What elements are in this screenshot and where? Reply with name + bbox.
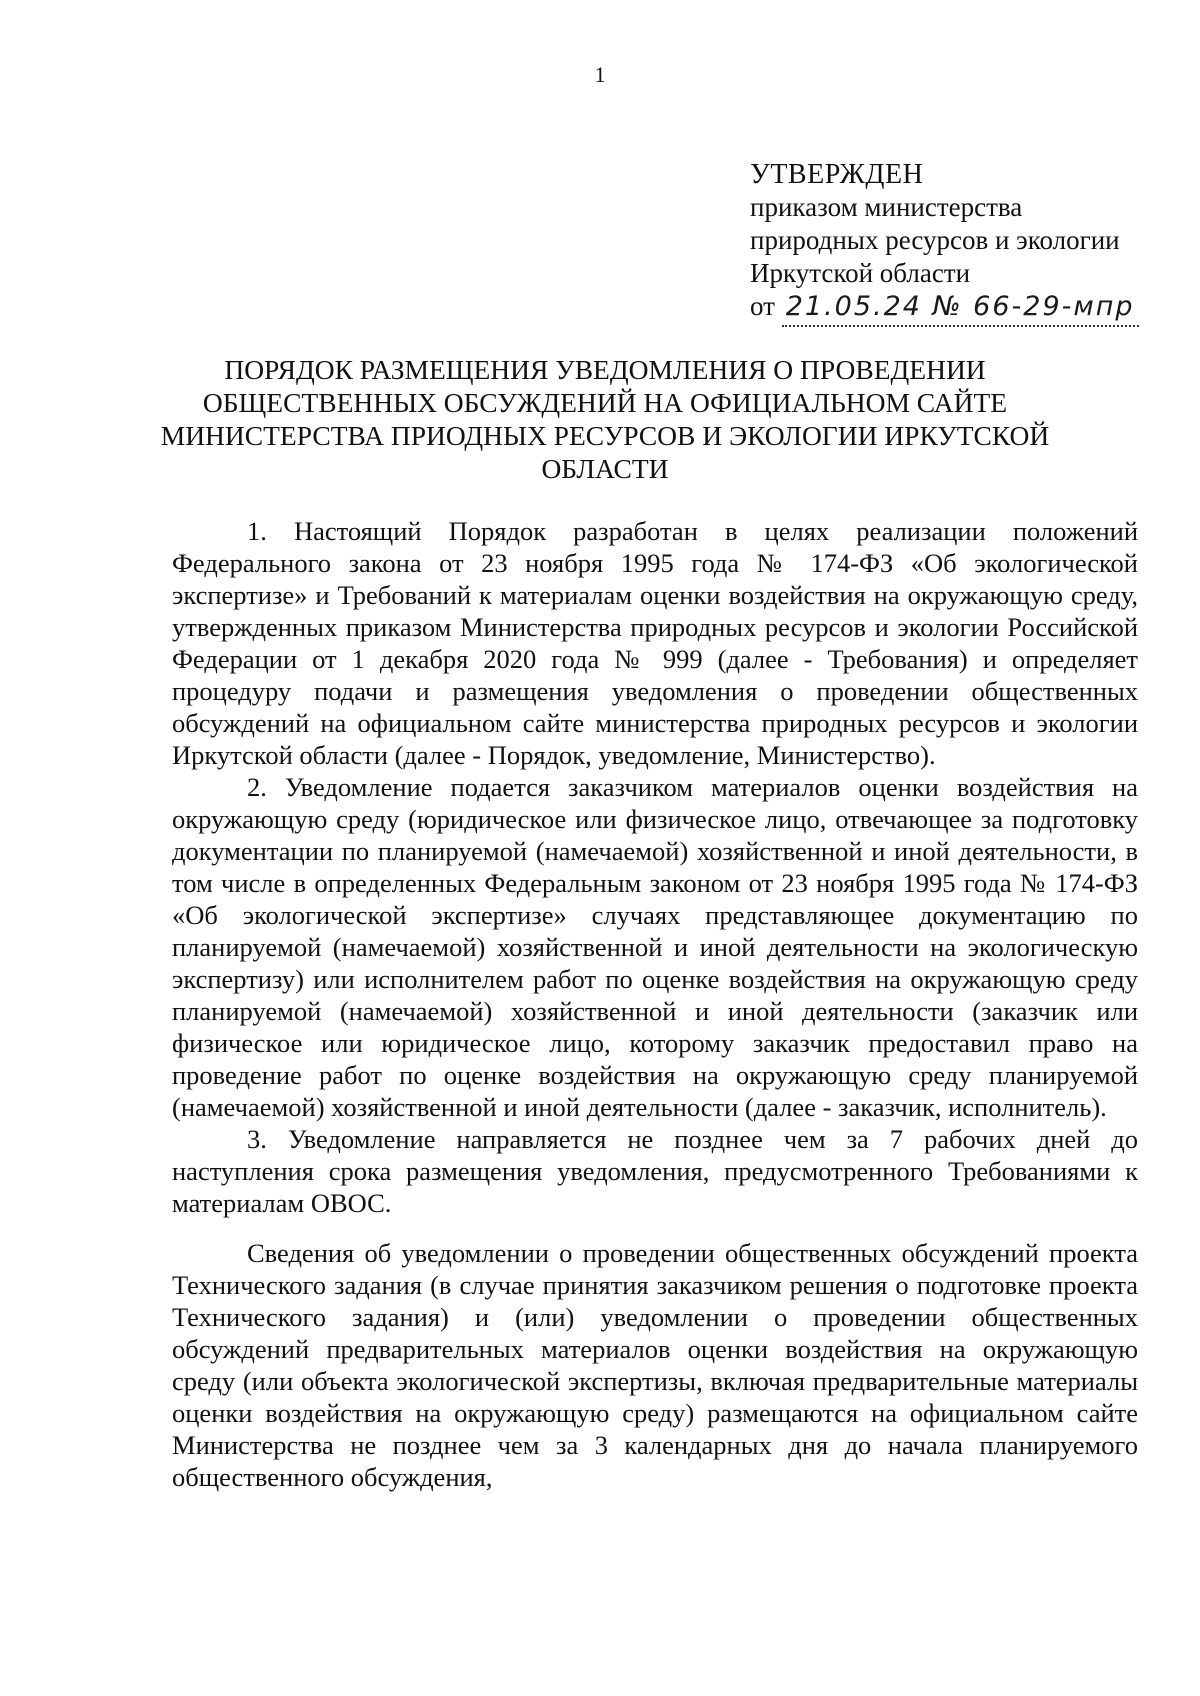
page-number: 1 xyxy=(594,62,606,87)
paragraph-2: 2. Уведомление подается заказчиком материалов оценки воздействия на окружающую среду (юридическое или физическое лицо, отвечающее за подготовку документации по планируемой (намечаемой) хозяйственной и иной деятельности, в том числе в определенных Федеральным законом от 23 ноября 1995 года № 174-ФЗ «Об экологической экспертизе» случаях представляющее документацию по планируемой (намечаемой) хозяйственной и иной деятельности на экологическую экспертизу) или исполнителем работ по оценке воздействия на окружающую среду планируемой (намечаемой) хозяйственной и иной деятельности (заказчик или физическое или юридическое лицо, которому заказчик предоставил право на проведение работ по оценке воздействия на окружающую среду планируемой (намечаемой) хозяйственной и иной деятельности (далее - заказчик, исполнитель). xyxy=(172,772,1138,1122)
approval-heading: УТВЕРЖДЕН xyxy=(750,159,924,190)
approval-date-line xyxy=(750,290,1139,327)
document-title: ПОРЯДОК РАЗМЕЩЕНИЯ УВЕДОМЛЕНИЯ О ПРОВЕДЕНИИ ОБЩЕСТВЕННЫХ ОБСУЖДЕНИЙ НА ОФИЦИАЛЬНОМ САЙТЕ МИНИСТЕРСТВА ПРИОДНЫХ РЕСУРСОВ И ЭКОЛОГИИ ИРКУТСКОЙ ОБЛАСТИ xyxy=(160,354,1050,484)
approval-line: природных ресурсов и экологии xyxy=(750,225,1120,255)
paragraph-1: 1. Настоящий Порядок разработан в целях реализации положений Федерального закона от 23 ноября 1995 года № 174-ФЗ «Об экологической экспертизе» и Требований к материалам оценки воздействия на окружающую среду, утвержденных приказом Министерства природных ресурсов и экологии Российской Федерации от 1 декабря 2020 года № 999 (далее - Требования) и определяет процедуру подачи и размещения уведомления о проведении общественных обсуждений на официальном сайте министерства природных ресурсов и экологии Иркутской области (далее - Порядок, уведомление, Министерство). xyxy=(172,516,1138,770)
paragraph-3: 3. Уведомление направляется не позднее чем за 7 рабочих дней до наступления срока размещения уведомления, предусмотренного Требованиями к материалам ОВОС. xyxy=(172,1124,1138,1218)
date-prefix: от xyxy=(750,291,775,321)
approval-line: Иркутской области xyxy=(750,258,971,288)
paragraph-4: Сведения об уведомлении о проведении общественных обсуждений проекта Технического задания (в случае принятия заказчиком решения о подготовке проекта Технического задания) и (или) уведомлении о проведении общественных обсуждений предварительных материалов оценки воздействия на окружающую среду (или объекта экологической экспертизы, включая предварительные материалы оценки воздействия на окружающую среду) размещаются на официальном сайте Министерства не позднее чем за 3 календарных дня до начала планируемого общественного обсуждения, xyxy=(172,1238,1138,1492)
approval-line: приказом министерства xyxy=(750,192,1023,222)
handwritten-date-number: 21.05.24 № 66-29-мпр xyxy=(782,290,1139,327)
approval-stamp xyxy=(750,158,1139,327)
document-body xyxy=(172,515,1138,1493)
